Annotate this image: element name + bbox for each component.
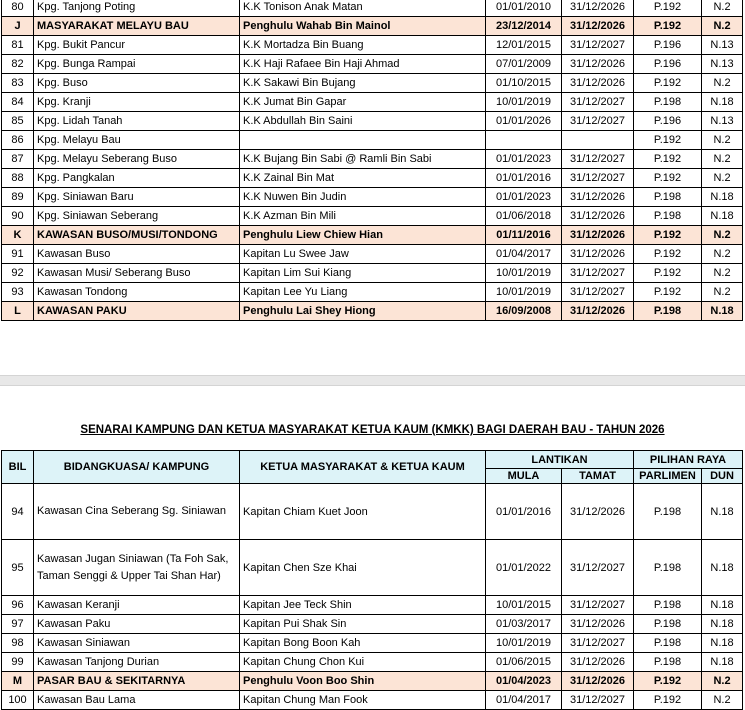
cell-mula: 01/01/2022 [486, 540, 562, 596]
cell-tamat: 31/12/2027 [562, 36, 634, 55]
cell-bil: 93 [2, 283, 34, 302]
cell-dun: N.2 [702, 672, 743, 691]
cell-tamat: 31/12/2027 [562, 112, 634, 131]
cell-dun: N.2 [702, 150, 743, 169]
cell-dun: N.18 [702, 634, 743, 653]
cell-mula: 01/10/2015 [486, 74, 562, 93]
cell-bil: 98 [2, 634, 34, 653]
cell-ketua: K.K Bujang Bin Sabi @ Ramli Bin Sabi [240, 150, 486, 169]
cell-parlimen: P.192 [634, 672, 702, 691]
cell-parlimen: P.198 [634, 93, 702, 112]
cell-kampung: Kpg. Pangkalan [34, 169, 240, 188]
cell-ketua: Kapitan Lu Swee Jaw [240, 245, 486, 264]
cell-kampung: Kawasan Cina Seberang Sg. Siniawan [34, 484, 240, 540]
cell-ketua: Penghulu Lai Shey Hiong [240, 302, 486, 321]
cell-tamat: 31/12/2027 [562, 93, 634, 112]
cell-parlimen: P.192 [634, 283, 702, 302]
cell-mula: 12/01/2015 [486, 36, 562, 55]
cell-bil: 83 [2, 74, 34, 93]
table-row [2, 283, 743, 302]
cell-bil: L [2, 302, 34, 321]
cell-kampung: PASAR BAU & SEKITARNYA [34, 672, 240, 691]
cell-tamat [562, 131, 634, 150]
cell-kampung: Kawasan Siniawan [34, 634, 240, 653]
table-row [2, 150, 743, 169]
table-row [2, 93, 743, 112]
cell-mula: 01/11/2016 [486, 226, 562, 245]
header-ketua: KETUA MASYARAKAT & KETUA KAUM [240, 451, 486, 484]
cell-ketua: K.K Zainal Bin Mat [240, 169, 486, 188]
cell-kampung: Kpg. Melayu Seberang Buso [34, 150, 240, 169]
cell-mula: 10/01/2019 [486, 93, 562, 112]
cell-parlimen: P.192 [634, 691, 702, 710]
cell-ketua: K.K Mortadza Bin Buang [240, 36, 486, 55]
cell-bil: 92 [2, 264, 34, 283]
cell-parlimen: P.196 [634, 55, 702, 74]
cell-ketua: K.K Nuwen Bin Judin [240, 188, 486, 207]
cell-ketua: Kapitan Chung Chon Kui [240, 653, 486, 672]
cell-tamat: 31/12/2027 [562, 540, 634, 596]
table-row [2, 74, 743, 93]
cell-tamat: 31/12/2026 [562, 226, 634, 245]
header-tamat: TAMAT [562, 469, 634, 484]
cell-ketua: Kapitan Chung Man Fook [240, 691, 486, 710]
cell-kampung: Kpg. Lidah Tanah [34, 112, 240, 131]
header-kampung: BIDANGKUASA/ KAMPUNG [34, 451, 240, 484]
cell-dun: N.18 [702, 207, 743, 226]
cell-dun: N.2 [702, 245, 743, 264]
cell-parlimen: P.192 [634, 264, 702, 283]
cell-ketua: Penghulu Wahab Bin Mainol [240, 17, 486, 36]
cell-bil: 91 [2, 245, 34, 264]
cell-kampung: Kawasan Bau Lama [34, 691, 240, 710]
cell-tamat: 31/12/2027 [562, 283, 634, 302]
cell-parlimen: P.192 [634, 0, 702, 17]
cell-mula: 07/01/2009 [486, 55, 562, 74]
cell-dun: N.2 [702, 691, 743, 710]
cell-dun: N.2 [702, 169, 743, 188]
cell-ketua: K.K Sakawi Bin Bujang [240, 74, 486, 93]
cell-tamat: 31/12/2027 [562, 264, 634, 283]
cell-mula: 01/01/2016 [486, 484, 562, 540]
cell-kampung: Kpg. Melayu Bau [34, 131, 240, 150]
cell-bil: J [2, 17, 34, 36]
table-row [2, 36, 743, 55]
header-parlimen: PARLIMEN [634, 469, 702, 484]
cell-parlimen: P.196 [634, 36, 702, 55]
table-row [2, 169, 743, 188]
cell-ketua: K.K Jumat Bin Gapar [240, 93, 486, 112]
cell-parlimen: P.192 [634, 74, 702, 93]
section-title: SENARAI KAMPUNG DAN KETUA MASYARAKAT KETUA KAUM (KMKK) BAGI DAERAH BAU - TAHUN 2026 [80, 424, 665, 436]
cell-tamat: 31/12/2026 [562, 188, 634, 207]
cell-bil: 95 [2, 540, 34, 596]
cell-dun: N.2 [702, 226, 743, 245]
cell-parlimen: P.192 [634, 169, 702, 188]
cell-bil: 90 [2, 207, 34, 226]
cell-tamat: 31/12/2026 [562, 302, 634, 321]
cell-kampung: Kawasan Tanjong Durian [34, 653, 240, 672]
cell-bil: 85 [2, 112, 34, 131]
cell-bil: 96 [2, 596, 34, 615]
header-dun: DUN [702, 469, 743, 484]
cell-mula: 01/06/2015 [486, 653, 562, 672]
cell-kampung: MASYARAKAT MELAYU BAU [34, 17, 240, 36]
cell-dun: N.18 [702, 484, 743, 540]
cell-bil: 100 [2, 691, 34, 710]
cell-ketua: Kapitan Lee Yu Liang [240, 283, 486, 302]
header-pilihan-raya: PILIHAN RAYA [634, 451, 743, 469]
cell-mula: 23/12/2014 [486, 17, 562, 36]
table-row [2, 0, 743, 17]
cell-parlimen: P.198 [634, 615, 702, 634]
cell-ketua: K.K Azman Bin Mili [240, 207, 486, 226]
cell-bil: 84 [2, 93, 34, 112]
cell-dun: N.2 [702, 131, 743, 150]
cell-dun: N.18 [702, 596, 743, 615]
cell-parlimen: P.198 [634, 188, 702, 207]
cell-kampung: Kpg. Bukit Pancur [34, 36, 240, 55]
cell-ketua: K.K Haji Rafaee Bin Haji Ahmad [240, 55, 486, 74]
cell-parlimen: P.196 [634, 112, 702, 131]
cell-ketua: Kapitan Bong Boon Kah [240, 634, 486, 653]
cell-bil: 80 [2, 0, 34, 17]
table-row [2, 653, 743, 672]
cell-mula: 01/01/2023 [486, 188, 562, 207]
cell-kampung: Kpg. Buso [34, 74, 240, 93]
cell-kampung: KAWASAN BUSO/MUSI/TONDONG [34, 226, 240, 245]
cell-bil: 86 [2, 131, 34, 150]
cell-dun: N.13 [702, 112, 743, 131]
cell-tamat: 31/12/2027 [562, 150, 634, 169]
cell-kampung: Kawasan Musi/ Seberang Buso [34, 264, 240, 283]
table-row [2, 672, 743, 691]
cell-mula: 01/04/2017 [486, 245, 562, 264]
cell-tamat: 31/12/2027 [562, 691, 634, 710]
cell-tamat: 31/12/2027 [562, 169, 634, 188]
cell-mula: 10/01/2019 [486, 283, 562, 302]
cell-dun: N.13 [702, 36, 743, 55]
cell-tamat: 31/12/2026 [562, 0, 634, 17]
cell-kampung: Kpg. Siniawan Seberang [34, 207, 240, 226]
cell-bil: 97 [2, 615, 34, 634]
cell-parlimen: P.198 [634, 653, 702, 672]
cell-dun: N.2 [702, 17, 743, 36]
cell-tamat: 31/12/2026 [562, 672, 634, 691]
cell-bil: 94 [2, 484, 34, 540]
cell-tamat: 31/12/2027 [562, 596, 634, 615]
table-row [2, 302, 743, 321]
cell-tamat: 31/12/2027 [562, 634, 634, 653]
cell-mula: 10/01/2015 [486, 596, 562, 615]
table-row [2, 691, 743, 710]
cell-parlimen: P.198 [634, 207, 702, 226]
cell-ketua: Penghulu Voon Boo Shin [240, 672, 486, 691]
cell-ketua: Kapitan Chen Sze Khai [240, 540, 486, 596]
cell-tamat: 31/12/2026 [562, 653, 634, 672]
cell-ketua: K.K Tonison Anak Matan [240, 0, 486, 17]
cell-parlimen: P.192 [634, 245, 702, 264]
cell-bil: 99 [2, 653, 34, 672]
table-row [2, 112, 743, 131]
cell-ketua: Penghulu Liew Chiew Hian [240, 226, 486, 245]
cell-dun: N.2 [702, 264, 743, 283]
cell-mula: 01/04/2017 [486, 691, 562, 710]
cell-dun: N.18 [702, 540, 743, 596]
cell-parlimen: P.192 [634, 226, 702, 245]
table-row [2, 55, 743, 74]
cell-dun: N.2 [702, 0, 743, 17]
cell-dun: N.2 [702, 283, 743, 302]
table-row [2, 245, 743, 264]
cell-dun: N.2 [702, 74, 743, 93]
table-row [2, 484, 743, 540]
cell-mula: 16/09/2008 [486, 302, 562, 321]
cell-kampung: KAWASAN PAKU [34, 302, 240, 321]
cell-mula: 01/01/2016 [486, 169, 562, 188]
cell-parlimen: P.198 [634, 540, 702, 596]
cell-mula: 10/01/2019 [486, 634, 562, 653]
table-row [2, 596, 743, 615]
header-mula: MULA [486, 469, 562, 484]
cell-parlimen: P.198 [634, 634, 702, 653]
cell-dun: N.18 [702, 653, 743, 672]
cell-tamat: 31/12/2026 [562, 17, 634, 36]
table-row [2, 17, 743, 36]
cell-mula: 01/04/2023 [486, 672, 562, 691]
cell-dun: N.13 [702, 55, 743, 74]
cell-bil: M [2, 672, 34, 691]
table-row [2, 264, 743, 283]
cell-parlimen: P.198 [634, 302, 702, 321]
cell-mula: 10/01/2019 [486, 264, 562, 283]
village-table-top [1, 0, 743, 321]
cell-kampung: Kpg. Siniawan Baru [34, 188, 240, 207]
cell-ketua: K.K Abdullah Bin Saini [240, 112, 486, 131]
cell-dun: N.18 [702, 93, 743, 112]
cell-tamat: 31/12/2026 [562, 615, 634, 634]
cell-mula: 01/01/2010 [486, 0, 562, 17]
table-row [2, 226, 743, 245]
cell-mula: 01/03/2017 [486, 615, 562, 634]
cell-bil: K [2, 226, 34, 245]
cell-dun: N.18 [702, 188, 743, 207]
cell-mula: 01/01/2023 [486, 150, 562, 169]
header-lantikan: LANTIKAN [486, 451, 634, 469]
cell-tamat: 31/12/2026 [562, 245, 634, 264]
cell-kampung: Kawasan Keranji [34, 596, 240, 615]
cell-tamat: 31/12/2026 [562, 55, 634, 74]
cell-parlimen: P.192 [634, 150, 702, 169]
cell-dun: N.18 [702, 302, 743, 321]
cell-mula [486, 131, 562, 150]
cell-bil: 87 [2, 150, 34, 169]
cell-parlimen: P.198 [634, 596, 702, 615]
table-row [2, 615, 743, 634]
cell-bil: 82 [2, 55, 34, 74]
cell-tamat: 31/12/2026 [562, 207, 634, 226]
cell-ketua: Kapitan Chiam Kuet Joon [240, 484, 486, 540]
table-row [2, 540, 743, 596]
cell-kampung: Kpg. Bunga Rampai [34, 55, 240, 74]
cell-kampung: Kawasan Jugan Siniawan (Ta Foh Sak, Taman Senggi & Upper Tai Shan Har) [34, 540, 240, 596]
table-row [2, 131, 743, 150]
cell-ketua [240, 131, 486, 150]
cell-bil: 88 [2, 169, 34, 188]
cell-parlimen: P.198 [634, 484, 702, 540]
cell-parlimen: P.192 [634, 17, 702, 36]
cell-bil: 81 [2, 36, 34, 55]
cell-tamat: 31/12/2026 [562, 74, 634, 93]
table-row [2, 207, 743, 226]
table-row [2, 188, 743, 207]
cell-dun: N.18 [702, 615, 743, 634]
table-row [2, 634, 743, 653]
sheet-divider [0, 375, 745, 386]
cell-parlimen: P.192 [634, 131, 702, 150]
cell-kampung: Kawasan Paku [34, 615, 240, 634]
cell-tamat: 31/12/2026 [562, 484, 634, 540]
cell-kampung: Kawasan Tondong [34, 283, 240, 302]
cell-kampung: Kpg. Kranji [34, 93, 240, 112]
cell-bil: 89 [2, 188, 34, 207]
cell-kampung: Kpg. Tanjong Poting [34, 0, 240, 17]
cell-ketua: Kapitan Jee Teck Shin [240, 596, 486, 615]
header-bil: BIL [2, 451, 34, 484]
cell-mula: 01/01/2026 [486, 112, 562, 131]
village-table-bottom [1, 450, 743, 710]
cell-ketua: Kapitan Lim Sui Kiang [240, 264, 486, 283]
cell-mula: 01/06/2018 [486, 207, 562, 226]
cell-kampung: Kawasan Buso [34, 245, 240, 264]
cell-ketua: Kapitan Pui Shak Sin [240, 615, 486, 634]
